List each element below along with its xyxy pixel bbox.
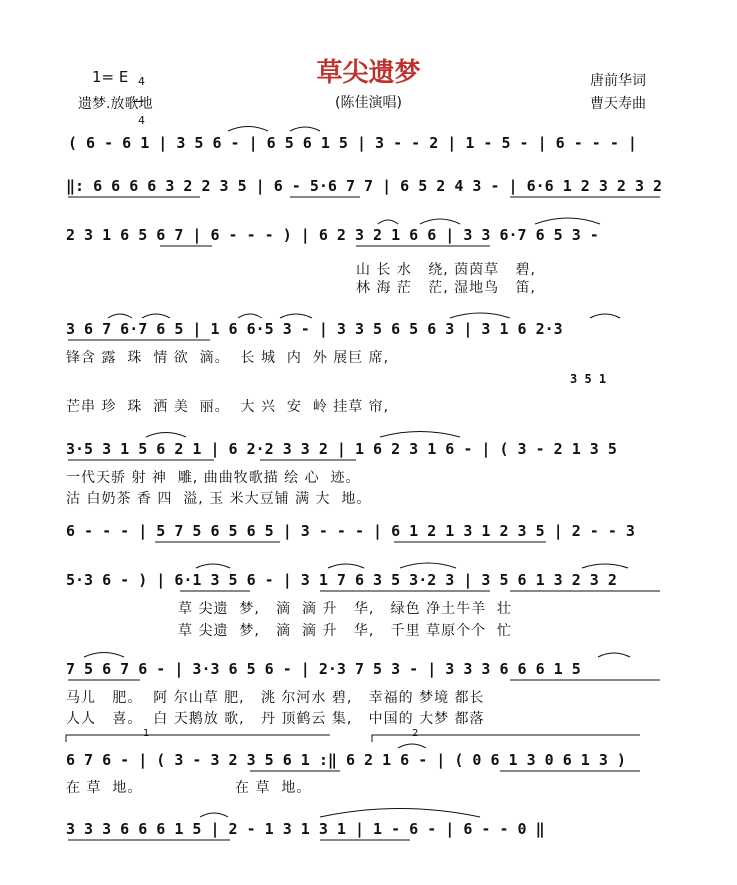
lyrics-line-4b: 草 尖遗 梦, 滴 滴 升 华, 千里 草原个个 忙 <box>178 623 513 639</box>
time-signature-top: 4 <box>138 75 145 88</box>
slur-mark <box>582 564 628 568</box>
slur-mark <box>290 127 320 131</box>
score-line-7: 5·3 6 - ) | 6·1 3 5 6 - | 3 1 7 6 3 5 3·2 3 | 3 5 6 1 3 2 3 2 <box>66 571 617 589</box>
song-title: 草尖遗梦 <box>316 58 421 88</box>
slur-mark <box>380 432 460 438</box>
slur-mark <box>280 314 312 318</box>
lyrics-line-2a: 锋含 露 珠 情 欲 滴。 长 城 内 外 展巨 席, <box>66 350 390 366</box>
time-signature-bottom: 4 <box>138 114 145 127</box>
lyrics-line-5a: 马儿 肥。 阿 尔山草 肥, 洮 尔河水 碧, 幸福的 梦境 都长 <box>66 690 485 706</box>
lyricist-credit: 唐前华词 <box>590 73 646 89</box>
slur-mark <box>598 653 630 657</box>
slur-mark <box>328 564 364 568</box>
ending-2-bracket <box>372 735 640 742</box>
ending-2-label: 2 <box>412 728 419 739</box>
slur-mark <box>146 433 186 438</box>
slur-mark <box>420 219 460 224</box>
lyrics-line-1b: 林 海 茫 茫, 湿地鸟 笛, <box>356 280 536 296</box>
score-line-8: 7 5 6 7 6 - | 3·3 6 5 6 - | 2·3 7 5 3 - | 3 3 3 6 6 6 1 5 <box>66 660 581 678</box>
score-line-5: 3·5 3 1 5 6 2 1 | 6 2·2 3 3 2 | 1 6 2 3 1 6 - | ( 3 - 2 1 3 5 <box>66 440 617 458</box>
album-name: 遗梦.放歌地 <box>78 96 153 112</box>
lyrics-line-3a: 一代天骄 射 神 雕, 曲曲牧歌描 绘 心 迹。 <box>66 470 361 486</box>
ending-1-label: 1 <box>143 728 150 739</box>
key-signature: 1= E <box>92 68 129 86</box>
score-line-3: 2 3 1 6 5 6 7 | 6 - - - ) | 6 2 3 2 1 6 6 | 3 3 6·7 6 5 3 - <box>66 226 599 244</box>
lyrics-line-6: 在 草 地。 在 草 地。 <box>66 780 312 796</box>
slur-mark <box>535 218 600 224</box>
lyrics-line-1a: 山 长 水 绕, 茵茵草 碧, <box>356 262 536 278</box>
slur-mark <box>400 563 456 568</box>
score-line-9: 6 7 6 - | ( 3 - 3 2 3 5 6 1 :‖ 6 2 1 6 - | ( 0 6 1 3 0 6 1 3 ) <box>66 751 626 769</box>
grace-notes: 3 5 1 <box>570 372 607 386</box>
lyrics-line-5b: 人人 喜。 白 天鹅放 歌, 丹 顶鹤云 集, 中国的 大梦 都落 <box>66 711 485 727</box>
slur-mark <box>320 809 480 818</box>
slur-mark <box>228 127 268 132</box>
slur-mark <box>84 653 124 658</box>
slur-mark <box>378 220 398 224</box>
lyrics-line-3b: 沽 白奶茶 香 四 溢, 玉 米大豆铺 满 大 地。 <box>66 491 372 507</box>
score-line-10: 3 3 3 6 6 6 1 5 | 2 - 1 3 1 3 1 | 1 - 6 - | 6 - - 0 ‖ <box>66 820 545 838</box>
slur-mark <box>142 314 170 318</box>
ending-1-bracket <box>66 735 330 742</box>
slur-mark <box>590 314 620 318</box>
lyrics-line-4a: 草 尖遗 梦, 滴 滴 升 华, 绿色 净土牛羊 壮 <box>178 601 513 617</box>
composer-credit: 曹天寿曲 <box>590 96 646 112</box>
lyrics-line-2b: 芒串 珍 珠 洒 美 丽。 大 兴 安 岭 挂草 帘, <box>66 399 390 415</box>
performer-subtitle: (陈佳演唱) <box>335 95 402 111</box>
slur-mark <box>398 744 426 748</box>
slur-mark <box>238 314 262 318</box>
score-line-2: ‖: 6 6 6 6 3 2 2 3 5 | 6 - 5·6 7 7 | 6 5 2 4 3 - | 6·6 1 2 3 2 3 2 <box>66 177 663 195</box>
score-line-4: 3 6 7 6·7 6 5 | 1 6 6·5 3 - | 3 3 5 6 5 6 3 | 3 1 6 2·3 <box>66 320 563 338</box>
slur-mark <box>196 564 230 568</box>
slur-mark <box>450 313 510 318</box>
score-line-6: 6 - - - | 5 7 5 6 5 6 5 | 3 - - - | 6 1 2 1 3 1 2 3 5 | 2 - - 3 <box>66 522 635 540</box>
slur-mark <box>200 813 228 817</box>
slur-mark <box>108 314 132 318</box>
score-line-1: ( 6 - 6 1 | 3 5 6 - | 6 5 6 1 5 | 3 - - 2 | 1 - 5 - | 6 - - - | <box>68 134 637 152</box>
